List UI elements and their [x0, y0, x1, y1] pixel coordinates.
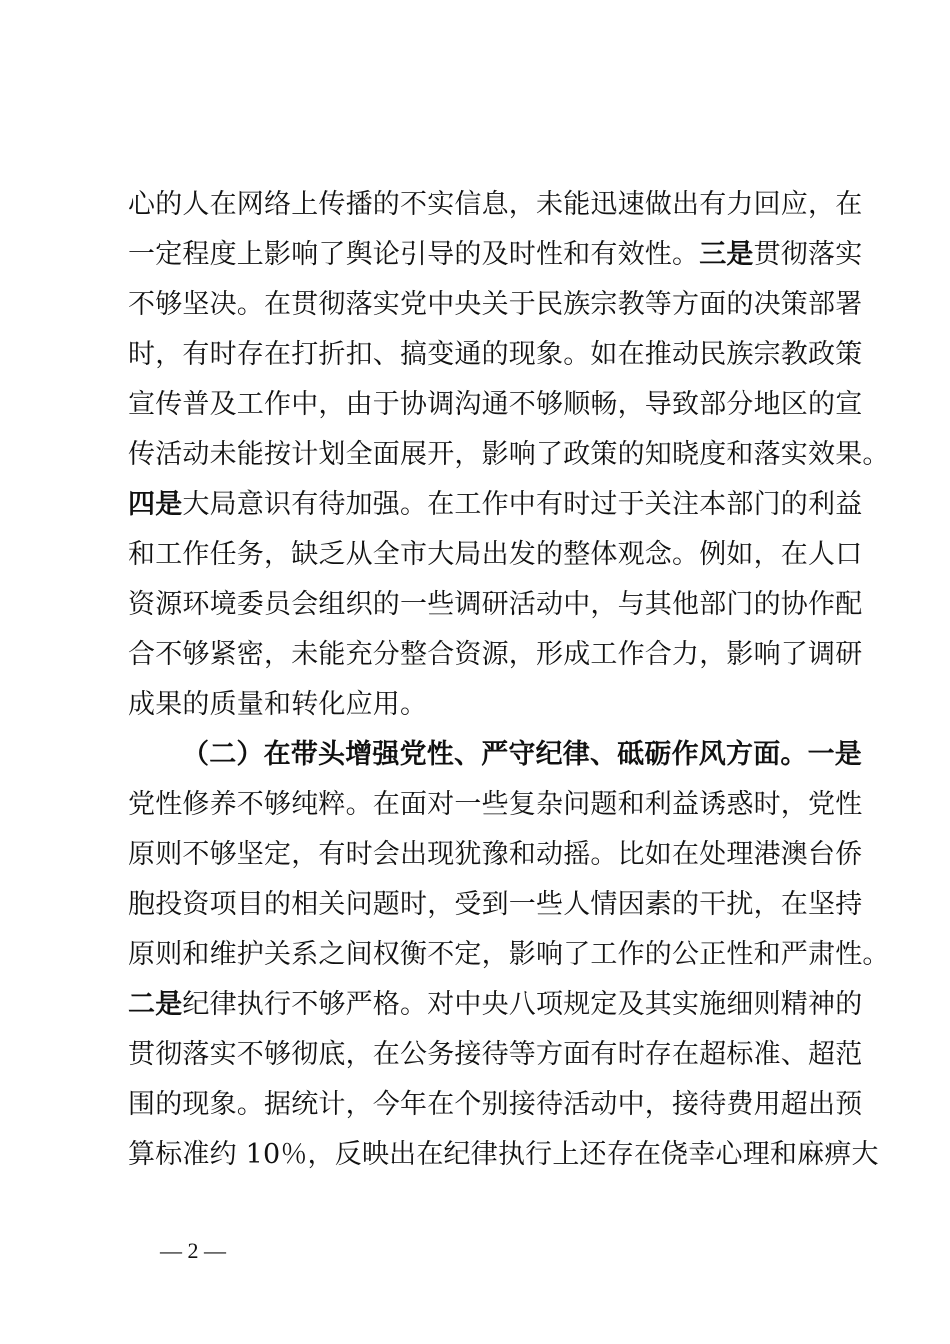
text-line	[128, 385, 862, 425]
text-line	[128, 485, 862, 525]
text-segment: 原则不够坚定，有时会出现犹豫和动摇。比如在处理港澳台侨	[128, 839, 863, 870]
text-segment: 胞投资项目的相关问题时，受到一些人情因素的干扰，在坚持	[128, 889, 863, 920]
text-segment: 贯彻落实不够彻底，在公务接待等方面有时存在超标准、超范	[128, 1039, 863, 1070]
text-line	[128, 1035, 862, 1075]
text-segment: 党性修养不够纯粹。在面对一些复杂问题和利益诱惑时，党性	[128, 789, 863, 820]
text-line	[128, 235, 862, 275]
text-segment: 合不够紧密，未能充分整合资源，形成工作合力，影响了调研	[128, 639, 863, 670]
text-line	[128, 635, 862, 675]
text-segment: 大局意识有待加强。在工作中有时过于关注本部门的利益	[182, 489, 863, 520]
bold-text-segment: 四是	[128, 489, 183, 520]
text-line	[128, 1135, 879, 1175]
text-segment: 宣传普及工作中，由于协调沟通不够顺畅，导致部分地区的宣	[128, 389, 863, 420]
text-line	[128, 785, 862, 825]
text-segment: 不够坚决。在贯彻落实党中央关于民族宗教等方面的决策部署	[128, 289, 863, 320]
text-line	[128, 435, 890, 475]
text-segment: 一定程度上影响了舆论引导的及时性和有效性。	[128, 239, 700, 270]
page-number: — 2 —	[160, 1238, 226, 1263]
text-line	[128, 335, 862, 375]
text-line	[128, 535, 862, 575]
text-segment: 时，有时存在打折扣、搞变通的现象。如在推动民族宗教政策	[128, 339, 863, 370]
text-segment: 成果的质量和转化应用。	[128, 689, 428, 720]
text-line	[182, 735, 862, 775]
bold-text-segment: 二是	[128, 989, 183, 1020]
bold-text-segment: （二）在带头增强党性、严守纪律、砥砺作风方面。一是	[182, 739, 862, 770]
text-segment: 传活动未能按计划全面展开，影响了政策的知晓度和落实效果。	[128, 439, 890, 470]
text-line	[128, 835, 862, 875]
text-segment: 算标准约 10％，反映出在纪律执行上还存在侥幸心理和麻痹大	[128, 1139, 879, 1170]
text-segment: 纪律执行不够严格。对中央八项规定及其实施细则精神的	[182, 989, 863, 1020]
text-line	[128, 285, 862, 325]
text-segment: 围的现象。据统计，今年在个别接待活动中，接待费用超出预	[128, 1089, 863, 1120]
text-line	[128, 935, 890, 975]
text-line	[128, 585, 862, 625]
text-line	[128, 885, 862, 925]
text-segment: 资源环境委员会组织的一些调研活动中，与其他部门的协作配	[128, 589, 863, 620]
text-line	[128, 985, 862, 1025]
text-line	[128, 685, 427, 725]
text-line	[128, 185, 862, 225]
text-segment: 原则和维护关系之间权衡不定，影响了工作的公正性和严肃性。	[128, 939, 890, 970]
text-segment: 贯彻落实	[753, 239, 863, 270]
text-segment: 心的人在网络上传播的不实信息，未能迅速做出有力回应，在	[128, 189, 863, 220]
bold-text-segment: 三是	[699, 239, 754, 270]
text-segment: 和工作任务，缺乏从全市大局出发的整体观念。例如，在人口	[128, 539, 863, 570]
text-line	[128, 1085, 862, 1125]
